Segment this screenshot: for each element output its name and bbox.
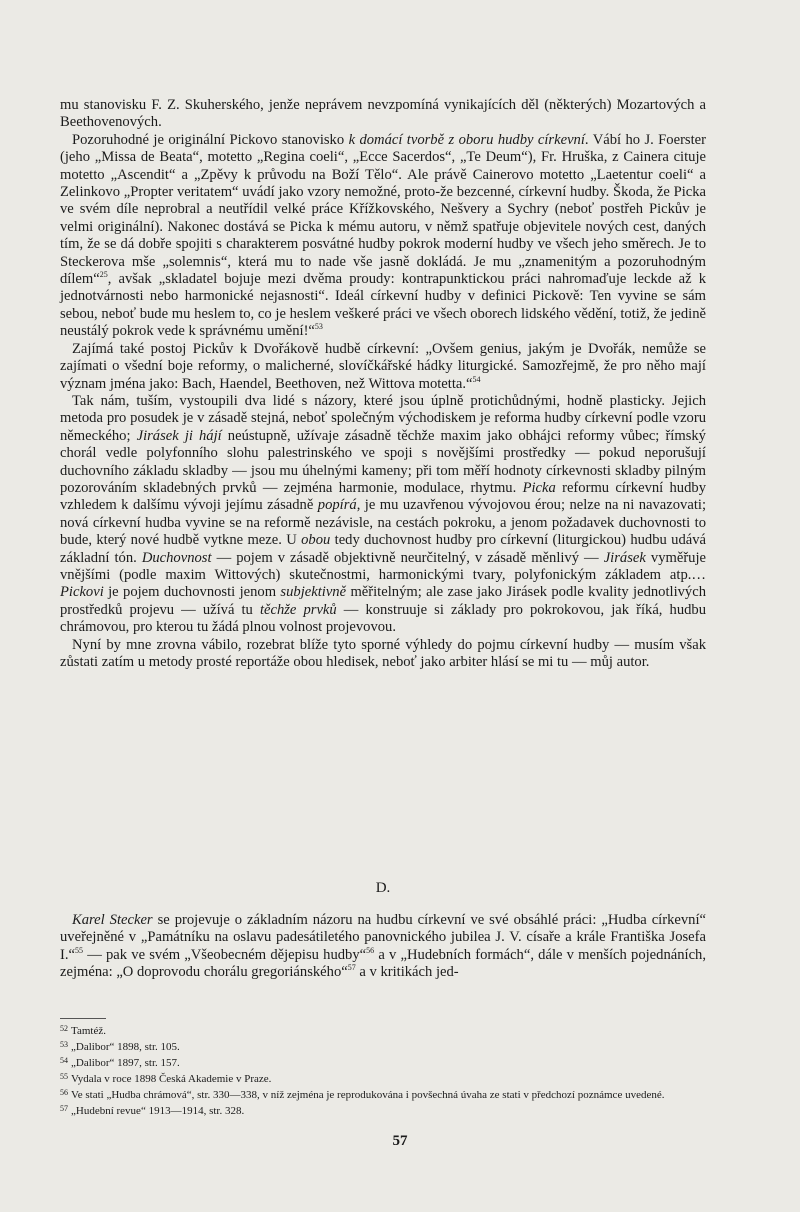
section-text: [60, 912, 706, 982]
footnote-text: Vydala v roce 1898 Česká Akademie v Praze.: [71, 1073, 272, 1085]
paragraph-text: . Vábí ho J. Foerster (jeho „Missa de Beata“, motetto „Regina coeli“, „Ecce Sacerdos“, „Te Deum“), Fr. Hruška, z Cainera cituje motetto „Ascendit“ a „Zpěvy k průvodu na Boží Tělo“. Ale právě Cainerovo motetto „Laetentur coeli“ a Zelinkovo „Propter veritatem“ uvádí jako vzory nemožné, proto-že bezcenné, církevní hudby. Škoda, že Picka ve svém díle neprobral a neutřídil velké práce Křížkovského, Nešvery a Sychry (neboť postřeh Pickův je velmi originální). Nakonec dostává se Picka k mému autoru, v němž spatřuje objevitele nových cest, daných tím, že se dá dobře spojiti s charakterem posvátné hudby pokrok moderní hudby ve všech jeho směrech. Je to Steckerova mše „solemnis“, která mu to nade vše jasně dokládá. Je mu „znamenitým a pozoruhodným dílem“: [60, 131, 707, 288]
body-text: [60, 97, 706, 671]
footnote-text: „Dalibor“ 1898, str. 105.: [71, 1041, 180, 1053]
footnotes: [60, 1022, 706, 1118]
footnote: [60, 1022, 706, 1038]
paragraph: [60, 97, 706, 132]
footnote-ref: 55: [75, 945, 83, 955]
footnote-number: 52: [60, 1024, 68, 1033]
footnote-text: Ve stati „Hudba chrámová“, str. 330—338, v níž zejména je reprodukována i povšechná úvaha ze stati v předchozí poznámce uvedené.: [71, 1089, 665, 1101]
paragraph-italic: obou: [301, 532, 331, 549]
page-number: 57: [392, 1133, 408, 1149]
footnote: [60, 1086, 706, 1102]
paragraph-text: měřitelným; ale zase jako Jirásek podle kvality jednotlivých prostředků projevu — užívá tu: [60, 584, 706, 618]
paragraph-italic: těchže prvků: [259, 601, 337, 618]
footnote-number: 54: [60, 1056, 68, 1065]
section-text: a v „Hudebních formách“, dále v menších pojednáních, zejména: „O doprovodu chorálu gregoriánského“: [60, 946, 706, 981]
paragraph-italic: subjektivně: [280, 584, 347, 601]
paragraph-text: — pojem v zásadě objektivně neurčitelný, v zásadě měnlivý —: [211, 549, 604, 566]
paragraph: [60, 393, 706, 637]
paragraph-italic: k domácí tvorbě z oboru hudby církevní: [348, 131, 585, 148]
footnote-number: 56: [60, 1088, 68, 1097]
paragraph-italic: Pickovi: [60, 584, 104, 601]
paragraph-italic: Jirásek ji hájí: [136, 427, 222, 444]
footnote-text: „Dalibor“ 1897, str. 157.: [71, 1057, 180, 1069]
paragraph-text: neústupně, užívaje zásadně těchže maxim jako obhájci reformy vůbec; římský chorál vedle polyfonního slohu palestrinského ve spoji s novějšími prostředky — pokud neporušují duchovního základu skladby — jsou mu úhelnými kameny; při tom měří hodnoty církevnosti skladby pilným pozorováním skladebných prvků — zejména harmonie, modulace, rhytmu.: [60, 427, 706, 496]
paragraph-text: , avšak „skladatel bojuje mezi dvěma proudy: kontrapunktickou práci nahromaďuje leckde až k jednotvárnosti nebo harmonické nejasnosti“. Ideál církevní hudby v definici Pickově: Ten vyvine se sám sebou, neboť bude mu heslem to, co je heslem veškeré práci ve všech oborech lidského vědění, totiž, že jedině neustálý pokrok vede k správnému umění!“: [60, 271, 706, 340]
paragraph-text: — konstruuje si základy pro pokrokovou, jak říká, hudbu chrámovou, pro kterou tu žádá plnou volnost projevovou.: [60, 601, 707, 636]
section-paragraph: [60, 912, 706, 982]
paragraph-italic: Jirásek: [603, 549, 646, 566]
footnote-ref: 54: [472, 374, 481, 384]
paragraph: [60, 637, 706, 672]
paragraph-text: , je mu uzavřenou vývojovou érou; nelze na ni navazovati; nová církevní hudba vyvine se na reformě nezávisle, na cestách pokroku, a jenom požadavek duchovnosti to bude, který nové hudbě vytkne meze. U: [60, 497, 706, 549]
paragraph-italic: popírá: [317, 497, 357, 514]
footnote-text: Tamtéž.: [71, 1025, 106, 1037]
paragraph-text: Pozoruhodné je originální Pickovo stanovisko: [72, 131, 349, 148]
footnote-ref: 57: [347, 963, 356, 973]
paragraph-text: mu stanovisku F. Z. Skuherského, jenže neprávem nevzpomíná vynikajících děl (některých) Mozartových a Beethovenových.: [60, 97, 706, 131]
section-text: se projevuje o základním názoru na hudbu církevní ve své obsáhlé práci: „Hudba církevní“ uveřejněné v „Památníku na oslavu padesátiletého panovnického jubilea J. V. císaře a krále Františka Josefa I.“: [60, 912, 706, 963]
footnote: [60, 1102, 706, 1118]
section-heading: D.: [375, 880, 391, 896]
paragraph-text: vyměřuje vnějšími (podle maxim Wittových) skutečnostmi, harmonickými tvary, polyfonickým základem atp.…: [60, 549, 707, 583]
footnote: [60, 1054, 706, 1070]
paragraph-text: Tak nám, tuším, vystoupili dva lidé s názory, které jsou úplně protichůdnými, hodně plasticky. Jejich metoda pro posudek je v zásadě stejná, neboť společným východiskem je reforma hudby církevní podle vzoru německého;: [60, 392, 706, 444]
footnote-ref: 56: [366, 945, 375, 955]
paragraph-text: Zajímá také postoj Pickův k Dvořákově hudbě církevní: „Ovšem genius, jakým je Dvořák, nemůže se zajímati o všední boje reformy, o malicherné, slovíčkářské hádky liturgické. Samozřejmě, že pro něho mají význam jména jako: Bach, Haendel, Beethoven, než Wittova motetta.“: [60, 340, 706, 392]
footnote: [60, 1038, 706, 1054]
paragraph: [60, 132, 706, 341]
footnote-number: 57: [60, 1104, 68, 1113]
paragraph-italic: Picka: [522, 479, 556, 496]
paragraph: [60, 341, 706, 393]
paragraph-italic: Duchovnost: [141, 549, 212, 566]
footnote-number: 55: [60, 1072, 68, 1081]
paragraph-text: reformu církevní hudby vzhledem k dalšímu vývoji jejímu zásadně: [60, 479, 706, 514]
paragraph-text: Nyní by mne zrovna vábilo, rozebrat blíže tyto sporné výhledy do pojmu církevní hudby — musím však zůstati zatím u metody prosté reportáže obou hledisek, neboť jako arbiter hlásí se mi tu — můj autor.: [60, 636, 706, 670]
footnote: [60, 1070, 706, 1086]
section-italic: Karel Stecker: [72, 912, 153, 928]
section-text: a v kritikách jed-: [355, 964, 459, 981]
footnote-ref: 25: [99, 270, 108, 280]
footnote-text: „Hudební revue“ 1913—1914, str. 328.: [71, 1105, 245, 1117]
section-text: — pak ve svém „Všeobecném dějepisu hudby“: [83, 946, 367, 963]
paragraph-text: je pojem duchovnosti jenom: [103, 584, 281, 601]
footnote-ref: 53: [314, 322, 323, 332]
footnote-rule: [60, 1018, 106, 1019]
footnote-number: 53: [60, 1040, 68, 1049]
paragraph-text: tedy duchovnost hudby pro církevní (liturgickou) hudbu udává základní tón.: [60, 532, 707, 566]
